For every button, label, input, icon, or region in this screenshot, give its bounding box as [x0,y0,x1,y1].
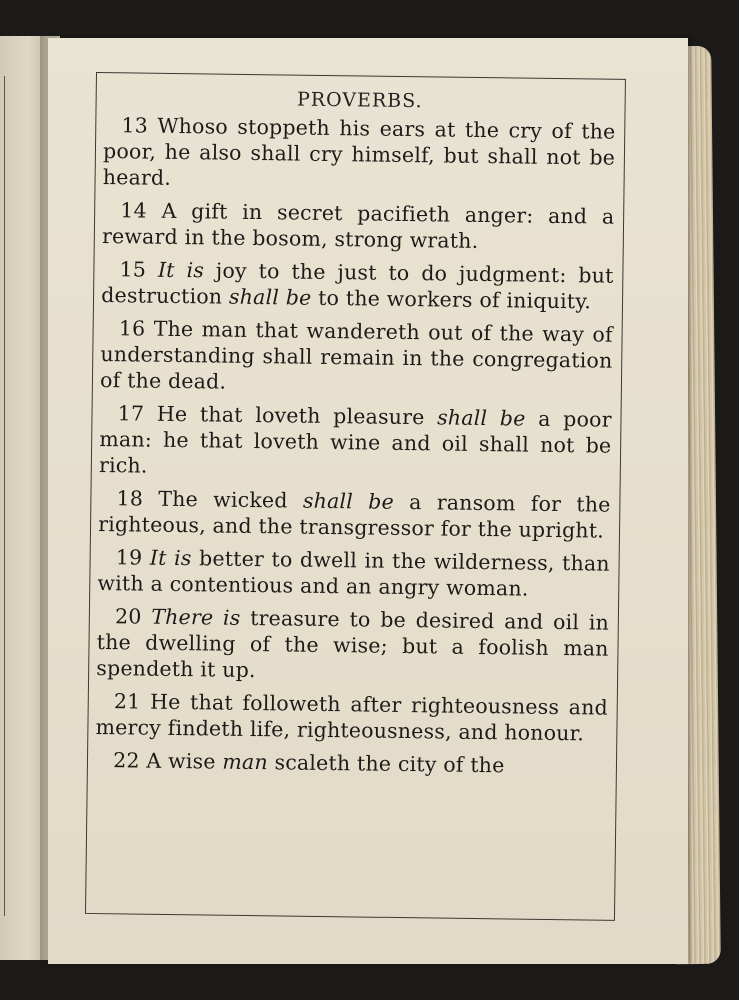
left-page-border-rule [4,76,5,916]
verse-15 [101,256,614,315]
page-text-block [95,86,616,787]
verse-number: 21 [113,689,141,714]
verse-number: 15 [119,257,147,282]
verse-text: He that followeth after righteousness and mercy findeth life, righteousness, and honour. [95,689,609,746]
italic-text: shall be [302,488,395,514]
verse-text: Whoso stoppeth his ears at the cry of the poor, he also shall cry himself, but shall not be heard. [102,113,616,190]
verse-13 [103,112,616,197]
verse-number: 19 [115,545,143,570]
verse-number: 16 [118,316,146,341]
italic-text: There is [151,604,241,630]
italic-text: shall be [228,284,312,310]
verse-text: a ransom for the righteous, and the transgressor for the upright. [98,489,611,543]
verse-16 [100,315,613,400]
italic-text: shall be [437,405,526,431]
verse-text: a poor man: he that loveth wine and oil shall not be rich. [98,406,612,478]
verse-text: to the workers of iniquity. [311,285,592,314]
verse-number: 22 [113,748,140,773]
verse-22 [95,747,607,780]
verse-20 [96,603,609,688]
verse-text: A gift in secret pacifieth anger: and a reward in the bosom, strong wrath. [101,198,615,253]
verse-number: 13 [121,113,149,138]
verse-text: better to dwell in the wilderness, than with a contentious and an angry woman. [97,546,610,601]
verse-text: The wicked [158,486,304,513]
verse-number: 17 [117,401,145,426]
verse-number: 14 [120,198,148,223]
italic-text: It is [157,257,205,283]
verse-text: A wise [146,748,223,774]
right-page [48,38,688,964]
verse-14 [102,197,615,256]
verse-21 [95,688,608,747]
verse-number: 18 [116,486,144,511]
verse-list [95,112,616,780]
running-head: PROVERBS. [296,88,423,113]
verse-text: The man that wandereth out of the way of understanding shall remain in the congregation of the dead. [99,316,613,394]
verse-text: joy to the just to do judgment: but destruction [101,258,614,309]
verse-number: 20 [114,604,142,629]
verse-text: treasure to be desired and oil in the dwelling of the wise; but a foolish man spendeth it up. [96,605,610,683]
verse-17 [99,400,612,485]
italic-text: man [222,749,269,775]
verse-text: He that loveth pleasure [156,401,438,430]
verse-text: scaleth the city of the [267,750,505,778]
verse-19 [97,544,610,603]
verse-18 [98,485,611,544]
italic-text: It is [149,545,192,571]
